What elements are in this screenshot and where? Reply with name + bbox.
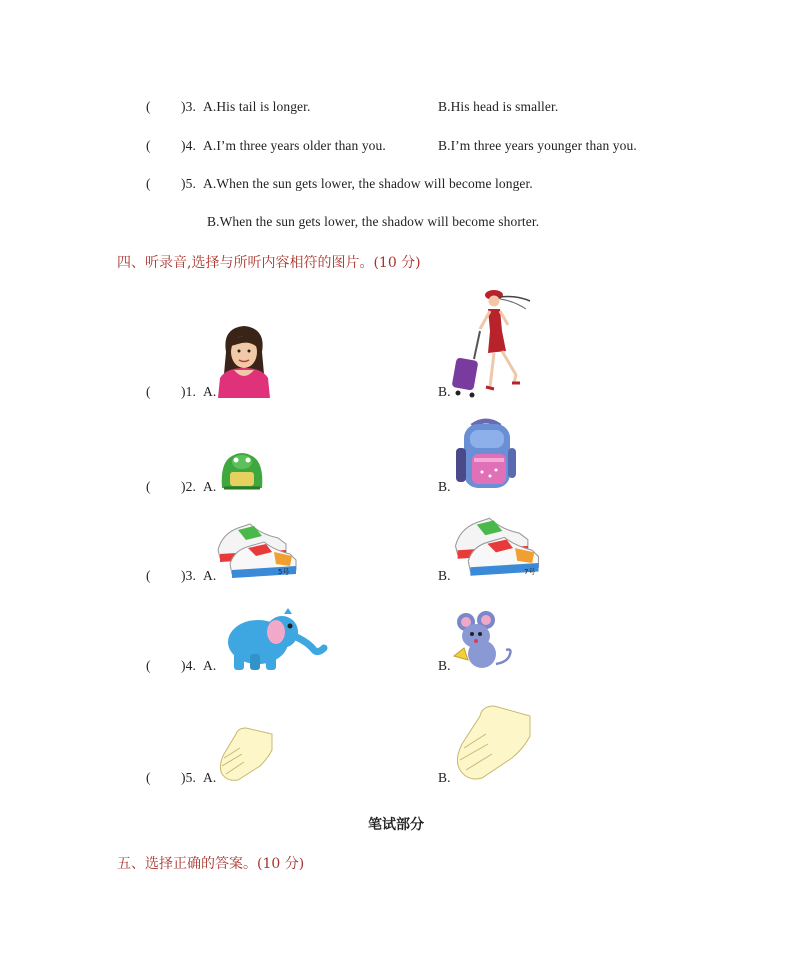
answer-paren[interactable]: ( [146, 770, 151, 785]
answer-paren[interactable]: ( [146, 99, 151, 114]
option-b: B.His head is smaller. [438, 99, 559, 114]
option-a: A.When the sun gets lower, the shadow will become longer. [203, 176, 533, 191]
small-hand-image[interactable] [216, 726, 276, 784]
option-a-label: A. [203, 479, 217, 494]
option-a-label: A. [203, 568, 217, 583]
answer-paren[interactable]: ( [146, 658, 151, 673]
option-a-label: A. [203, 770, 217, 785]
item-number: )4. [181, 658, 196, 673]
answer-paren[interactable]: ( [146, 479, 151, 494]
answer-paren[interactable]: ( [146, 384, 151, 399]
section5-title: 五、选择正确的答案。(10 分) [117, 856, 305, 872]
big-hand-image[interactable] [452, 704, 534, 784]
option-a-label: A. [203, 384, 217, 399]
option-b-label: B. [438, 479, 451, 494]
option-b: B.I’m three years younger than you. [438, 138, 637, 153]
answer-paren[interactable]: ( [146, 176, 151, 191]
written-part-title: 笔试部分 [368, 817, 424, 833]
large-blue-backpack-image[interactable] [452, 418, 520, 494]
option-b: B.When the sun gets lower, the shadow will become shorter. [207, 214, 540, 229]
option-a: A.His tail is longer. [203, 99, 311, 114]
elephant-image[interactable] [218, 608, 328, 672]
item-number: )1. [181, 384, 196, 399]
option-a-label: A. [203, 658, 217, 673]
option-a: A.I’m three years older than you. [203, 138, 386, 153]
small-green-backpack-image[interactable] [218, 448, 266, 492]
item-number: )3. [181, 568, 196, 583]
size-label: 7号 [524, 568, 536, 576]
woman-with-suitcase-image[interactable] [450, 287, 535, 399]
option-b-label: B. [438, 568, 451, 583]
answer-paren[interactable]: ( [146, 138, 151, 153]
size-label: 5号 [278, 568, 290, 576]
woman-portrait-image[interactable] [216, 322, 272, 398]
mouse-image[interactable] [450, 612, 514, 672]
item-number: )4. [181, 138, 196, 153]
item-number: )3. [181, 99, 196, 114]
item-number: )2. [181, 479, 196, 494]
option-b-label: B. [438, 770, 451, 785]
answer-paren[interactable]: ( [146, 568, 151, 583]
option-b-label: B. [438, 384, 451, 399]
item-number: )5. [181, 770, 196, 785]
section4-title: 四、听录音,选择与所听内容相符的图片。(10 分) [117, 255, 421, 271]
item-number: )5. [181, 176, 196, 191]
option-b-label: B. [438, 658, 451, 673]
